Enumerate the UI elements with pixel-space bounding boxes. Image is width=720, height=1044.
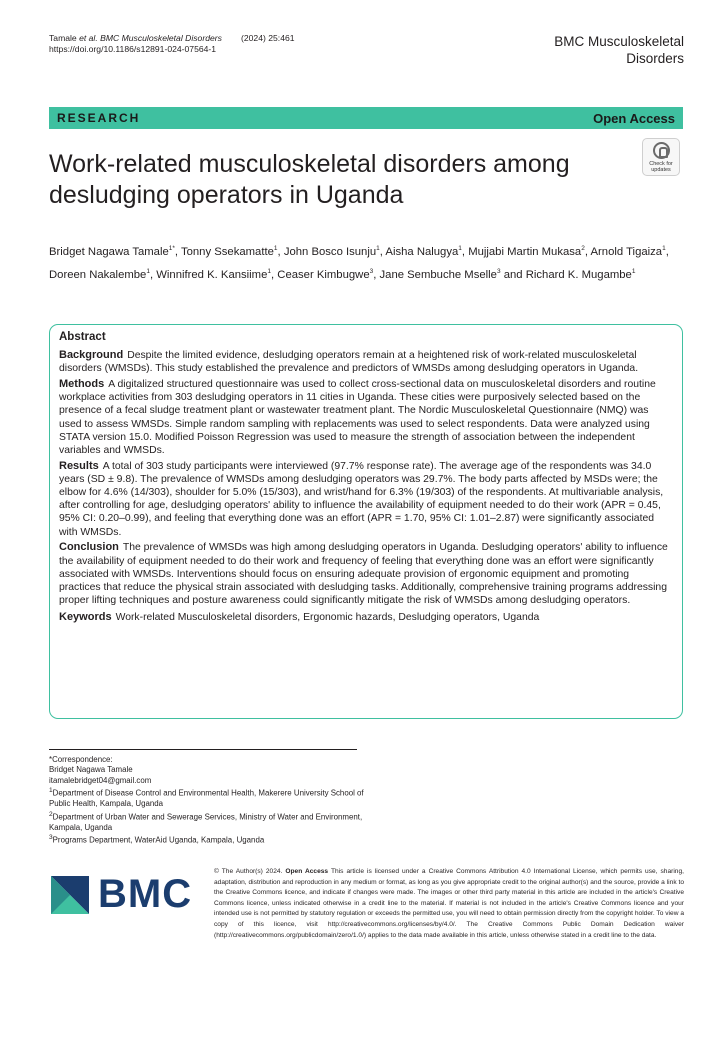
license-body: This article is licensed under a Creative Commons Attribution 4.0 International License, which permits use, sharing, adaptation, distribution and reproduction in any medium or format, as long as you give appropriate credit to the original author(s) and the source, provide a link to the Creative Commons licence, and indicate if changes were made. The images or other third party material in this article are included in the article's Creative Commons licence, unless indicated otherwise in a credit line to the material. If material is not included in the article's Creative Commons licence and your intended use is not permitted by statutory regulation or exceeds the permitted use, you will need to obtain permission directly from the copyright holder. To view a copy of this licence, visit http://creativecommons.org/licenses/by/4.0/. The Creative Commons Public Domain Dedication waiver (http://creativecommons.org/publicdomain/zero/1.0/) applies to the data made available in this article, unless otherwise stated in a credit line to the data. [214, 868, 684, 939]
background-text: Despite the limited evidence, desludging operators remain at a heightened risk of work-related musculoskeletal disorders (WMSDs). This study established the prevalence and predictors of WMSDs among desludging operators in Uganda. [59, 350, 639, 375]
author-name[interactable]: Jane Sembuche Mselle [379, 268, 497, 281]
correspondence-name: Bridget Nagawa Tamale [49, 765, 133, 775]
author-item [49, 269, 150, 281]
bmc-logo [51, 872, 192, 917]
author-item [380, 269, 501, 281]
author-affiliation-sup: 1 [458, 245, 462, 252]
author-item [181, 246, 278, 258]
author-name[interactable]: Tonny Ssekamatte [180, 245, 274, 258]
author-item [277, 269, 373, 281]
background-label: Background [59, 349, 124, 361]
correspondence-email[interactable]: itamalebridget04@gmail.com [49, 775, 152, 785]
author-affiliation-sup: 1 [662, 245, 666, 252]
results-text: A total of 303 study participants were interviewed (97.7% response rate). The average age of the respondents was 34.0 years (SD ± 9.8). The prevalence of WMSDs among desludging operators was 29.7%. The body parts affected by MSDs were; the elbow for 4.6% (14/303), shoulder for 5.0% (15/303), and wrist/hand for 6.3% (19/303) of the respondents. At multivariable analysis, after controlling for age, desludging operators' ability to influence the availability of equipment needed to do their work (APR = 0.45, 95% CI: 0.20–0.99), and feeling that everything done was an effort (APR = 1.70, 95% CI: 1.01–2.87) were significantly associated with WMSDs. [59, 460, 664, 538]
affiliation-1 [49, 786, 369, 809]
keywords-label: Keywords [59, 611, 112, 624]
author-name[interactable]: Doreen Nakalembe [49, 268, 147, 281]
author-name[interactable]: Winnifred K. Kansiime [156, 268, 268, 281]
author-affiliation-sup: 2 [581, 245, 585, 252]
affiliation-2-sup: 2 [49, 810, 53, 818]
citation-authors: Tamale [49, 33, 80, 43]
author-item [468, 246, 585, 258]
doi-link[interactable]: https://doi.org/10.1186/s12891-024-07564-1 [49, 44, 217, 54]
bmc-wordmark: BMC [98, 872, 193, 916]
conclusion-label: Conclusion [59, 541, 119, 554]
author-affiliation-sup: 1 [631, 267, 636, 275]
abstract-heading: Abstract [59, 331, 106, 343]
author-item [526, 269, 636, 281]
journal-name [554, 33, 684, 67]
abstract-box [49, 324, 683, 719]
methods-text: A digitalized structured questionnaire was used to collect cross-sectional data on musculoskeletal disorders and routine workplace activities from 303 desludging operators in 11 cities in Uganda. These cities were purposively selected based on the presence of a fecal sludge treatment plant or wastewater treatment plant. The Nordic Musculoskeletal Questionnaire (NMQ) was used to assess WMSDs. Simple random sampling with replacements was used to select respondents. Data were analyzed using STATA version 15.0. Modified Poisson Regression was used to measure the strength of association between the independent variables and WMSDs. [59, 378, 656, 456]
author-affiliation-sup: 1 [267, 267, 272, 275]
open-access-label: Open Access [593, 110, 675, 126]
license-open-access: Open Access [285, 868, 329, 875]
affiliation-2-text: Department of Urban Water and Sewerage Services, Ministry of Water and Environment, Kampala, Uganda [49, 812, 363, 832]
abstract-keywords [59, 611, 672, 624]
license-text [214, 867, 684, 941]
abstract-methods [59, 378, 672, 457]
author-name[interactable]: Aisha Nalugya [385, 245, 459, 258]
results-label: Results [59, 459, 99, 472]
author-affiliation-sup: 1 [146, 267, 150, 275]
citation-journal: BMC Musculoskeletal Disorders [100, 33, 222, 43]
author-item [49, 246, 175, 258]
abstract-conclusion [59, 541, 672, 607]
author-item [284, 246, 380, 258]
conclusion-text: The prevalence of WMSDs was high among desludging operators in Uganda. Desludging operators' ability to influence the availability of equipment needed to do their work and frequency of feeling that everything done was an effort were significantly associated with WMSDs. Interventions should focus on ensuring adequate provision of ergonomic equipment and promoting practices that reduce the physical strain associated with desludging tasks. Additionally, comprehensive training programs addressing proper lifting techniques and posture awareness could significantly mitigate the risk of WMSDs among desludging operators. [59, 542, 668, 607]
footnote-divider [49, 749, 357, 750]
copyright-notice: © The Author(s) 2024. [214, 868, 283, 875]
author-affiliation-sup: 1 [376, 245, 380, 252]
author-item [590, 246, 665, 258]
citation-year-volume: (2024) 25:461 [241, 33, 295, 43]
author-affiliation-sup: 3 [369, 267, 374, 275]
article-type-label: RESEARCH [57, 111, 141, 125]
author-name[interactable]: Bridget Nagawa Tamale [49, 245, 169, 258]
correspondence-label: *Correspondence: [49, 755, 113, 764]
author-name[interactable]: Mujjabi Martin Mukasa [468, 245, 582, 258]
check-for-updates-button[interactable] [642, 138, 680, 176]
author-name[interactable]: Richard K. Mugambe [525, 268, 632, 281]
citation-etal: et al. [79, 33, 98, 43]
abstract-background [59, 349, 672, 375]
author-affiliation-sup: 1* [168, 245, 175, 252]
journal-name-line2: Disorders [626, 51, 684, 66]
author-affiliation-sup: 1 [273, 245, 278, 252]
affiliation-1-sup: 1 [49, 787, 53, 795]
affiliation-3-text: Programs Department, WaterAid Uganda, Kampala, Uganda [52, 835, 265, 845]
keywords-text: Work-related Musculoskeletal disorders, Ergonomic hazards, Desludging operators, Uganda [115, 612, 540, 624]
check-updates-label: Check for updates [649, 160, 673, 173]
article-type-banner [49, 107, 683, 129]
check-updates-icon [653, 142, 670, 159]
author-list: Bridget Nagawa Tamale$^{1*}$, Tonny Ssekamatte$^1$, John Bosco Isunju$^1$, Aisha Nalugya$^1$, Mujjabi Martin Mukasa$^2$, Arnold Tigaiza$^1$, Doreen Nakalembe$^1$, Winnifred K. Kansiime$^1$, Ceaser Kimbugwe$^3$, Jane Sembuche Mselle$^3$ and Richard K. Mugambe$^1$ [49, 245, 669, 281]
affiliation-1-text: Department of Disease Control and Environmental Health, Makerere University School of Public Health, Kampala, Uganda [49, 788, 364, 809]
journal-name-line1: BMC Musculoskeletal [554, 34, 684, 49]
correspondence-block [49, 755, 369, 846]
methods-label: Methods [59, 377, 105, 390]
author-name[interactable]: Arnold Tigaiza [590, 245, 663, 258]
affiliation-3 [49, 833, 369, 846]
author-name[interactable]: Ceaser Kimbugwe [277, 268, 370, 281]
author-item [156, 269, 271, 281]
citation-header [49, 33, 295, 55]
bmc-logo-mark-icon [51, 876, 89, 914]
citation-line [49, 33, 295, 44]
author-item [385, 246, 461, 258]
abstract-results [59, 460, 672, 539]
author-name[interactable]: John Bosco Isunju [283, 245, 377, 258]
affiliation-3-sup: 3 [49, 834, 53, 842]
affiliation-2 [49, 810, 369, 833]
author-affiliation-sup: 3 [496, 267, 501, 275]
article-title: Work-related musculoskeletal disorders among desludging operators in Uganda [49, 150, 570, 209]
